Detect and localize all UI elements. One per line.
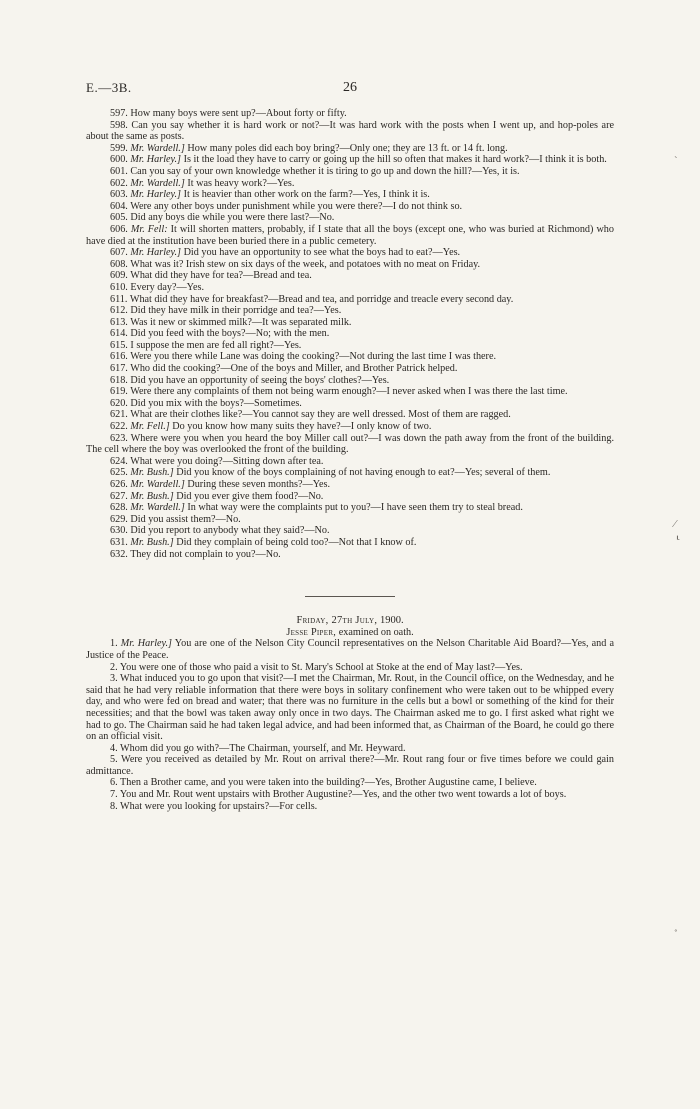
qa-text: Did you have an opportunity of seeing the boys' clothes?—Yes. <box>130 374 390 386</box>
qa-text: Did you know of the boys complaining of not having enough to eat?—Yes; several of them. <box>176 467 551 479</box>
qa-text: Were you received as detailed by Mr. Rout on arrival there?—Mr. Rout rang four or five times before we could gain admittance. <box>86 754 614 777</box>
evidence-list-continued <box>86 108 614 560</box>
qa-item <box>86 317 614 329</box>
question-number: 617. <box>110 363 128 375</box>
qa-item <box>86 351 614 363</box>
question-number: 599. <box>110 142 128 154</box>
speaker: Mr. Fell: <box>130 223 168 235</box>
question-number: 1. <box>110 638 118 650</box>
qa-item <box>86 212 614 224</box>
qa-item <box>86 340 614 352</box>
session-date: Friday, 27th July, 1900. <box>296 615 404 627</box>
qa-item <box>86 789 614 801</box>
qa-text: You were one of those who paid a visit to St. Mary's School at Stoke at the end of May last?—Yes. <box>119 661 523 673</box>
speaker: Mr. Wardell.] <box>130 502 185 514</box>
speaker: Mr. Fell.] <box>130 421 170 433</box>
question-number: 613. <box>110 316 128 328</box>
question-number: 629. <box>110 513 128 525</box>
qa-text: Is it the load they have to carry or going up the hill so often that makes it hard work?—I think it is both. <box>183 154 607 166</box>
qa-text: What was it? Irish stew on six days of the week, and potatoes with no meat on Friday. <box>130 258 481 270</box>
qa-text: Did any boys die while you were there last?—No. <box>130 212 335 224</box>
question-number: 625. <box>110 467 128 479</box>
qa-item <box>86 743 614 755</box>
qa-item <box>86 467 614 479</box>
question-number: 606. <box>110 223 128 235</box>
qa-text: What were you doing?—Sitting down after tea. <box>130 455 324 467</box>
qa-text: Whom did you go with?—The Chairman, yourself, and Mr. Heyward. <box>120 742 406 754</box>
question-number: 619. <box>110 386 128 398</box>
qa-item <box>86 801 614 813</box>
qa-text: Was it new or skimmed milk?—It was separated milk. <box>130 316 352 328</box>
speaker: Mr. Bush.] <box>130 490 174 502</box>
qa-item <box>86 491 614 503</box>
qa-item <box>86 224 614 247</box>
qa-item <box>86 549 614 561</box>
qa-item <box>86 479 614 491</box>
qa-text: Did you have an opportunity to see what the boys had to eat?—Yes. <box>183 247 461 259</box>
document-reference: E.—3B. <box>86 80 132 95</box>
question-number: 610. <box>110 281 128 293</box>
question-number: 601. <box>110 165 128 177</box>
page-header <box>86 80 614 100</box>
qa-item <box>86 166 614 178</box>
qa-item <box>86 514 614 526</box>
qa-item <box>86 537 614 549</box>
page-body <box>86 108 614 812</box>
question-number: 602. <box>110 177 128 189</box>
qa-text: Every day?—Yes. <box>130 281 205 293</box>
witness-heading: Jesse Piper, examined on oath. <box>286 626 414 638</box>
qa-item <box>86 143 614 155</box>
section-divider <box>305 596 395 597</box>
speaker: Mr. Wardell.] <box>130 177 185 189</box>
page-number: 26 <box>343 80 357 95</box>
speaker: Mr. Bush.] <box>130 536 174 548</box>
question-number: 618. <box>110 374 128 386</box>
question-number: 622. <box>110 421 128 433</box>
qa-text: Can you say whether it is hard work or not?—It was hard work with the posts when I went up, and hop-poles are about the same as posts. <box>86 119 614 143</box>
qa-item <box>86 282 614 294</box>
question-number: 6. <box>110 777 118 789</box>
question-number: 604. <box>110 200 128 212</box>
question-number: 624. <box>110 455 128 467</box>
question-number: 616. <box>110 351 128 363</box>
evidence-list-new-witness <box>86 638 614 812</box>
qa-text: What were you looking for upstairs?—For cells. <box>120 800 318 812</box>
qa-item <box>86 108 614 120</box>
qa-item <box>86 305 614 317</box>
qa-item <box>86 201 614 213</box>
qa-text: It was heavy work?—Yes. <box>187 177 295 189</box>
margin-mark: ˳ <box>674 920 678 932</box>
speaker: Mr. Harley.] <box>130 247 182 259</box>
qa-text: Did you report to anybody what they said?—No. <box>130 525 330 537</box>
question-number: 598. <box>110 119 128 131</box>
qa-text: Did you mix with the boys?—Sometimes. <box>130 397 302 409</box>
qa-text: Did they complain of being cold too?—Not that I know of. <box>176 536 417 548</box>
question-number: 605. <box>110 212 128 224</box>
qa-text: Do you know how many suits they have?—I only know of two. <box>172 421 432 433</box>
question-number: 621. <box>110 409 128 421</box>
qa-item <box>86 363 614 375</box>
question-number: 631. <box>110 536 128 548</box>
qa-item <box>86 178 614 190</box>
qa-text: It is heavier than other work on the farm?—Yes, I think it is. <box>183 189 430 201</box>
question-number: 628. <box>110 502 128 514</box>
qa-item <box>86 328 614 340</box>
question-number: 600. <box>110 154 128 166</box>
qa-item <box>86 409 614 421</box>
qa-text: It will shorten matters, probably, if I state that all the boys (except one, who was buried at Richmond) who have died at the institution have been buried there in a public cemetery. <box>86 223 614 247</box>
qa-text: Then a Brother came, and you were taken into the building?—Yes, Brother Augustine came, I believe. <box>120 777 537 789</box>
speaker: Mr. Harley.] <box>130 154 182 166</box>
speaker: Mr. Harley.] <box>120 638 173 650</box>
qa-text: Did you feed with the boys?—No; with the men. <box>130 328 330 340</box>
qa-text: Who did the cooking?—One of the boys and Miller, and Brother Patrick helped. <box>130 363 458 375</box>
question-number: 603. <box>110 189 128 201</box>
question-number: 597. <box>110 108 128 119</box>
question-number: 630. <box>110 525 128 537</box>
qa-item <box>86 398 614 410</box>
qa-item <box>86 270 614 282</box>
qa-text: Did you assist them?—No. <box>130 513 241 525</box>
qa-text: You are one of the Nelson City Council representatives on the Nelson Charitable Aid Board?—Yes, and a Justice of the Peace. <box>86 638 615 661</box>
qa-text: What induced you to go upon that visit?—I met the Chairman, Mr. Rout, in the Council office, on the Wednesday, and he said that he had very reliable information that there were boys in solitary confinement who were taken out to be whipped every day, and who were fed on bread and water; that there was no furniture in the cells but a bowl or something of the kind for their necessities; and that the bowl was taken away only once in two days. The Chairman asked me to go. I first asked what right we had to go. The Chairman said he had taken legal advice, and had been informed that, as Chairman of the Board, he could go there on an official visit. <box>86 673 614 743</box>
margin-mark: ⁄ <box>674 518 676 530</box>
qa-text: Were any other boys under punishment while you were there?—I do not think so. <box>130 200 463 212</box>
question-number: 607. <box>110 247 128 259</box>
qa-text: How many poles did each boy bring?—Only one; they are 13 ft. or 14 ft. long. <box>187 142 508 154</box>
question-number: 611. <box>110 293 128 305</box>
qa-text: I suppose the men are fed all right?—Yes. <box>130 339 302 351</box>
qa-item <box>86 421 614 433</box>
question-number: 8. <box>110 800 118 812</box>
question-number: 2. <box>110 661 118 673</box>
qa-item <box>86 638 614 661</box>
qa-text: Where were you when you heard the boy Miller call out?—I was down the path away from the front of the building. The cell where the boy was overlooked the front of the building. <box>86 432 614 456</box>
question-number: 626. <box>110 479 128 490</box>
qa-text: Did you ever give them food?—No. <box>176 490 324 502</box>
qa-item <box>86 154 614 166</box>
question-number: 627. <box>110 490 128 502</box>
qa-item <box>86 525 614 537</box>
qa-item <box>86 777 614 789</box>
question-number: 614. <box>110 328 128 340</box>
question-number: 620. <box>110 397 128 409</box>
qa-text: Were there any complaints of them not being warm enough?—I never asked when I was there the last time. <box>130 386 568 398</box>
qa-item <box>86 247 614 259</box>
qa-text: During these seven months?—Yes. <box>187 479 331 490</box>
qa-item <box>86 673 614 743</box>
qa-item <box>86 375 614 387</box>
question-number: 609. <box>110 270 128 282</box>
qa-item <box>86 294 614 306</box>
qa-text: They did not complain to you?—No. <box>130 548 281 560</box>
qa-item <box>86 189 614 201</box>
qa-item <box>86 754 614 777</box>
qa-text: What did they have for breakfast?—Bread and tea, and porridge and treacle every second day. <box>129 293 514 305</box>
question-number: 623. <box>110 432 128 444</box>
qa-text: Were you there while Lane was doing the cooking?—Not during the last time I was there. <box>130 351 497 363</box>
qa-item <box>86 662 614 674</box>
qa-text: Can you say of your own knowledge whether it is tiring to go up and down the hill?—Yes, it is. <box>130 165 520 177</box>
margin-mark: ˴ <box>674 150 678 162</box>
qa-text: In what way were the complaints put to you?—I have seen them try to steal bread. <box>187 502 523 514</box>
question-number: 5. <box>110 754 118 766</box>
qa-text: How many boys were sent up?—About forty or fifty. <box>130 108 347 119</box>
qa-text: What did they have for tea?—Bread and tea. <box>130 270 312 282</box>
qa-item <box>86 502 614 514</box>
question-number: 615. <box>110 339 128 351</box>
qa-item <box>86 456 614 468</box>
qa-item <box>86 120 614 143</box>
question-number: 3. <box>110 673 118 685</box>
qa-item <box>86 259 614 271</box>
qa-item <box>86 386 614 398</box>
speaker: Mr. Bush.] <box>130 467 174 479</box>
question-number: 632. <box>110 548 128 560</box>
qa-item <box>86 433 614 456</box>
qa-text: What are their clothes like?—You cannot say they are well dressed. Most of them are ragged. <box>130 409 511 421</box>
qa-text: You and Mr. Rout went upstairs with Brother Augustine?—Yes, and the other two went towards a lot of boys. <box>119 789 567 801</box>
question-number: 4. <box>110 742 118 754</box>
question-number: 612. <box>110 305 128 317</box>
qa-text: Did they have milk in their porridge and tea?—Yes. <box>130 305 342 317</box>
speaker: Mr. Wardell.] <box>130 479 185 490</box>
speaker: Mr. Wardell.] <box>130 142 185 154</box>
speaker: Mr. Harley.] <box>130 189 182 201</box>
question-number: 7. <box>110 789 118 801</box>
margin-mark: ⸤ <box>676 529 681 541</box>
question-number: 608. <box>110 258 128 270</box>
